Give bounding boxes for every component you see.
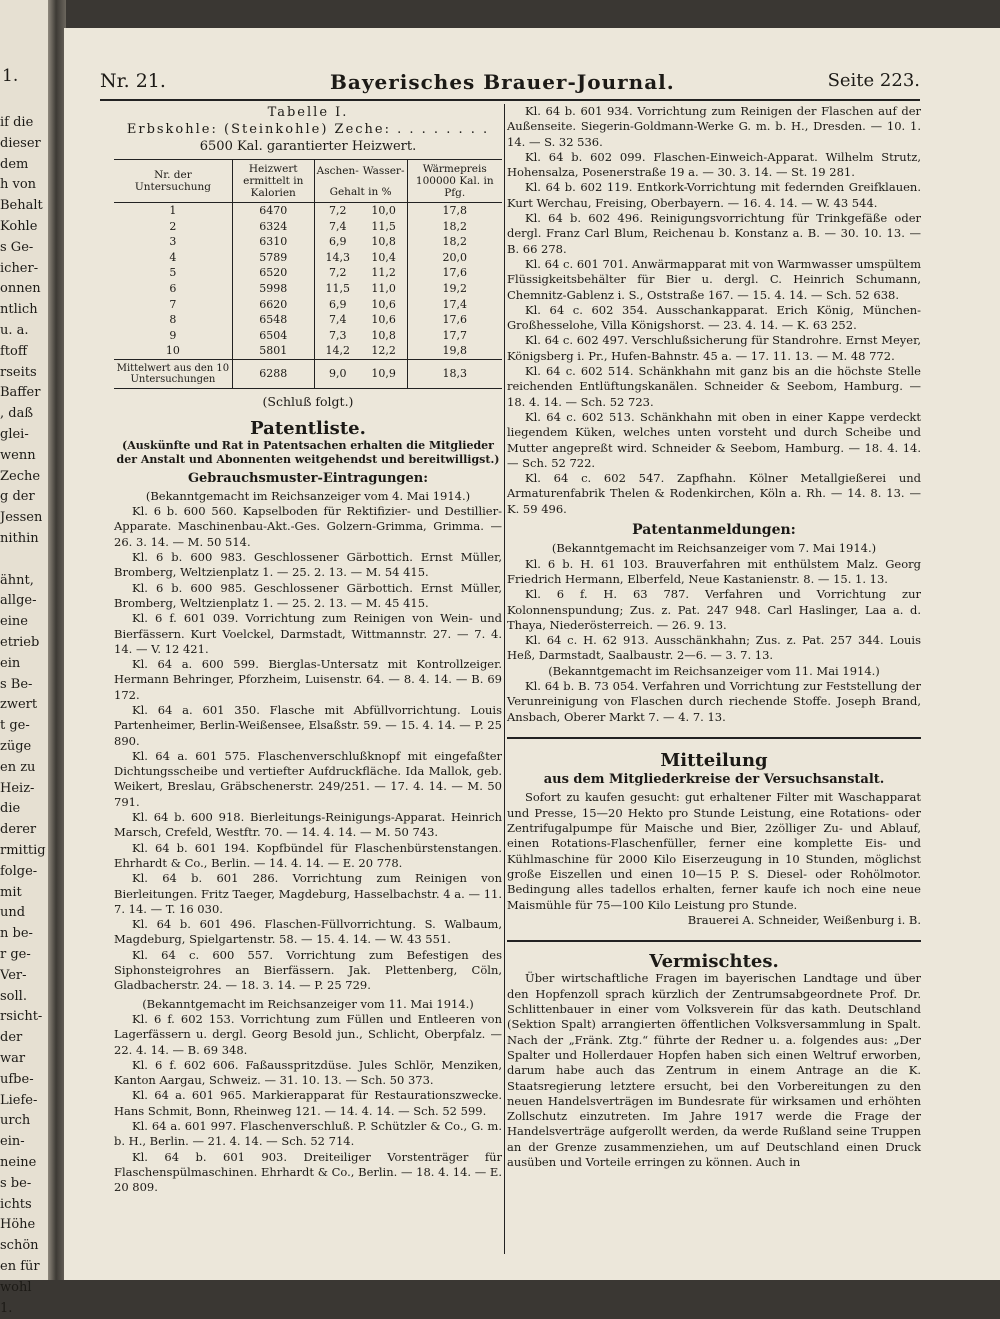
table-cell: 14,2: [314, 343, 361, 359]
left-page-number: 1.: [2, 66, 19, 86]
left-page-fragment: und: [0, 905, 26, 921]
left-page-fragment: ntlich: [0, 302, 38, 318]
patent-entry: Kl. 64 c. 602 354. Ausschankapparat. Erich König, München-Großhesselohe, Villa Königshorst. — 23. 4. 14. — K. 63 252.: [507, 302, 921, 333]
left-page-fragment: dieser: [0, 135, 41, 151]
left-page-fragment: nithin: [0, 531, 39, 546]
col-header-heizwert: Heizwert ermittelt in Kalorien: [232, 160, 314, 203]
issue-number: Nr. 21.: [100, 70, 166, 92]
left-page-fragment: zwert: [0, 697, 38, 713]
table-cell: 4: [169, 250, 177, 264]
left-page-fragment: Ver-: [0, 967, 27, 983]
table-row: [114, 297, 502, 313]
left-page-fragment: en zu: [0, 759, 36, 775]
col-header-waermepreis: Wärmepreis 100000 Kal. in Pfg.: [407, 160, 502, 203]
patent-entry: Kl. 64 a. 600 599. Bierglas-Untersatz mit Kontrollzeiger. Hermann Behringer, Pforzheim, Luisenstr. 64. — 8. 4. 14. — B. 69 172.: [114, 657, 502, 702]
left-page-fragment: allge-: [0, 593, 37, 609]
patent-entry: Kl. 6 f. 602 153. Vorrichtung zum Füllen und Entleeren von Lagerfässern u. dergl. Georg Besold jun., Schlicht, Oberpfalz. — 22. 4. 14. — B. 69 348.: [114, 1011, 502, 1057]
patent-entry: Kl. 64 c. 602 547. Zapfhahn. Kölner Metallgießerei und Armaturenfabrik Thelen & Rodenkirchen, Köln a. Rh. — 14. 8. 13. — K. 59 496.: [507, 471, 921, 516]
left-page-fragment: ufbe-: [0, 1071, 34, 1087]
patent-entry: Kl. 64 c. 602 497. Verschlußsicherung für Standrohre. Ernst Meyer, Königsberg i. Pr., Hufen-Bahnstr. 45 a. — 17. 11. 13. — M. 48 772.: [507, 333, 921, 363]
table-cell: 19,8: [407, 343, 502, 359]
left-page-fragment: u. a.: [0, 323, 29, 338]
page-header: [100, 70, 920, 100]
table-cell: 3: [169, 235, 177, 249]
table-row: [114, 343, 502, 359]
journal-title: Bayerisches Brauer-Journal.: [330, 70, 675, 94]
gm-notice-1: (Bekanntgemacht im Reichsanzeiger vom 4. Mai 1914.): [145, 488, 471, 503]
table-row: [114, 328, 502, 344]
patentliste-subheading: (Auskünfte und Rat in Patentsachen erhalten die Mitglieder der Anstalt und Abonnenten weitgehendst und bereitwilligst.): [116, 438, 500, 466]
table-cell: 6324: [232, 219, 314, 235]
left-page-fragment: wohl: [0, 1279, 32, 1295]
vermischtes-text: Über wirtschaftliche Fragen im bayerischen Landtage und über den Hopfenzoll sprach kürzlich der Zentrumsabgeordnete Prof. Dr. Schlittenbauer in einer vom Volksverein für das kath. Deutschland (Sektion Spalt) arrangierten öffentlichen Volksversammlung in Spalt. Nach der „Fränk. Ztg.“ führte der Redner u. a. folgendes aus: „Der Spalter und Hollerdauer Hopfen haben sich einen Weltruf erworben, darum habe auch das Zentrum in einem Antrage an die K. Staatsregierung letztere ersucht, bei den Vorbereitungen zu den neuen Handelsverträgen im Bundesrate für wirksamen und erhöhten Zollschutz einzutreten. Im Jahre 1917 werde die Frage der Handelsverträge aufgerollt werden, da werde Rußland seine Truppen an der Grenze zusammenziehen, um auf Deutschland einen Druck ausüben und Vorteile erringen zu können. Auch in: [507, 971, 921, 1169]
patent-entry: Kl. 64 b. 600 918. Bierleitungs-Reinigungs-Apparat. Heinrich Marsch, Crefeld, Westftr. 70. — 14. 4. 14. — M. 50 743.: [114, 810, 502, 840]
left-page-fragment: s be-: [0, 1175, 32, 1191]
left-page-fragment: folge-: [0, 863, 38, 879]
table-cell: 1: [169, 204, 177, 217]
patent-entry: Kl. 64 c. 602 513. Schänkhahn mit oben in einer Kappe verdeckt liegendem Küken, welches unten vorsteht und durch Scheibe und Mutter angepreßt wird. Schneider & Seebom, Hamburg. — 18. 4. 14. — Sch. 52 722.: [507, 409, 921, 470]
left-page-fragment: Heiz-: [0, 780, 35, 796]
table-row: [114, 203, 502, 219]
table-cell: 19,2: [407, 281, 502, 297]
left-page-fragment: etrieb: [0, 635, 40, 650]
left-page-fragment: Liefe-: [0, 1092, 38, 1108]
table-cell: 9: [169, 328, 177, 342]
left-page-fragment: Jessen: [0, 510, 43, 526]
patent-entry: Kl. 6 b. 600 983. Geschlossener Gärbottich. Ernst Müller, Bromberg, Weltzienplatz 1. — 25. 2. 13. — M. 54 415.: [114, 550, 502, 580]
patent-entry: Kl. 64 a. 601 350. Flasche mit Abfüllvorrichtung. Louis Partenheimer, Berlin-Weißensee, Elsaßstr. 59. — 15. 4. 14. — P. 25 890.: [114, 702, 502, 748]
table-cell: 18,2: [407, 219, 502, 235]
mitteilung-signature: Brauerei A. Schneider, Weißenburg i. B.: [687, 912, 921, 927]
patent-entry: Kl. 6 b. H. 61 103. Brauverfahren mit enthülstem Malz. Georg Friedrich Hermann, Elberfeld, Neue Kastanienstr. 8. — 15. 1. 13.: [507, 556, 921, 586]
table-cell: 17,6: [407, 312, 502, 328]
col-header-gehalt: Gehalt in %: [314, 181, 407, 203]
table-cell: 6620: [232, 297, 314, 313]
table-footer: (Schluß folgt.): [262, 393, 354, 409]
col-header-wasser: Wasser-: [361, 160, 407, 182]
left-page-fragment: züge: [0, 739, 32, 754]
left-page-edge: [0, 0, 52, 1316]
patent-entry: Kl. 64 c. 600 557. Vorrichtung zum Befestigen des Siphonsteigrohres an Bierfässern. Jak. Plettenberg, Cöln, Gladbacherstr. 24. — 18. 3. 14. — P. 25 729.: [114, 947, 502, 993]
table-cell: 5: [169, 266, 177, 280]
patent-entry: Kl. 64 b. B. 73 054. Verfahren und Vorrichtung zur Feststellung der Verunreinigung von Flaschen durch riechende Stoffe. Joseph Brand, Ansbach, Oberer Markt 7. — 4. 7. 13.: [507, 678, 921, 724]
patent-entry: Kl. 64 c. H. 62 913. Ausschänkhahn; Zus. z. Pat. 257 344. Louis Heß, Darmstadt, Saalbaustr. 2—6. — 3. 7. 13.: [507, 633, 921, 663]
table-cell: 10,8: [371, 235, 396, 249]
left-page-fragment: schön: [0, 1238, 39, 1254]
gm-entries-2: [114, 1012, 502, 1196]
table-cell: 6,9: [314, 297, 361, 313]
patent-entry: Kl. 6 b. 600 985. Geschlossener Gärbottich. Ernst Müller, Bromberg, Weltzienplatz 1. — 25. 2. 13. — M. 45 415.: [114, 580, 502, 610]
patent-entry: Kl. 64 b. 601 934. Vorrichtung zum Reinigen der Flaschen auf der Außenseite. Siegerin-Goldmann-Werke G. m. b. H., Dresden. — 10. 1. 14. — S. 32 536.: [507, 104, 921, 149]
patent-entry: Kl. 6 f. 602 606. Faßausspritzdüse. Jules Schlör, Menziken, Kanton Aargau, Schweiz. — 31. 10. 13. — Sch. 50 373.: [114, 1057, 502, 1088]
table-cell: 11,5: [314, 281, 361, 297]
left-page-fragment: soll.: [0, 988, 27, 1004]
left-page-fragment: dem: [0, 156, 29, 172]
pa-entries-2: [507, 679, 921, 725]
section-rule-2: [507, 940, 921, 942]
table-cell: 8: [169, 313, 177, 327]
table-cell: 18,2: [407, 234, 502, 250]
table-cell: 17,8: [407, 203, 502, 219]
average-cell: 18,3: [407, 359, 502, 388]
table-cell: 5789: [232, 250, 314, 266]
table-cell: 11,2: [371, 266, 396, 280]
left-page-fragment: Kohle: [0, 219, 38, 234]
patent-entry: Kl. 6 f. 601 039. Vorrichtung zum Reinigen von Wein- und Bierfässern. Kurt Voelckel, Darmstadt, Wittmannstr. 27. — 7. 4. 14. — V. 12 421.: [114, 611, 502, 656]
table-cell: 6504: [232, 328, 314, 344]
table-cell: 10,6: [371, 313, 396, 327]
left-page-fragment: urch: [0, 1113, 31, 1129]
left-page-fragment: die: [0, 801, 21, 817]
average-cell: 10,9: [361, 359, 407, 388]
left-page-fragment: rsicht-: [0, 1009, 43, 1025]
column-divider: [504, 104, 505, 1254]
patentanmeldungen-heading: Patentanmeldungen:: [632, 522, 796, 539]
left-page-fragment: r ge-: [0, 947, 31, 962]
patent-entry: Kl. 64 a. 601 965. Markierapparat für Restaurationszwecke. Hans Schmit, Bonn, Rheinweg 121. — 14. 4. 14. — Sch. 52 599.: [114, 1088, 502, 1118]
gm-entries-1: [114, 504, 502, 994]
table-cell: 6,9: [314, 234, 361, 250]
left-page-fragment: if die: [0, 115, 34, 130]
patent-entry: Kl. 64 b. 602 119. Entkork-Vorrichtung mit federnden Greifklauen. Kurt Werchau, Freising, Oberbayern. — 16. 4. 14. — W. 43 544.: [507, 180, 921, 210]
left-page-fragment: rseits: [0, 364, 37, 380]
average-cell: 9,0: [314, 359, 361, 388]
left-page-fragment: ein-: [0, 1134, 25, 1150]
patent-entry: Kl. 64 a. 601 997. Flaschenverschluß. P. Schützler & Co., G. m. b. H., Berlin. — 21. 4. 14. — Sch. 52 714.: [114, 1119, 502, 1149]
table-cell: 6520: [232, 265, 314, 281]
table-cell: 10,0: [371, 204, 396, 217]
patent-entry: Kl. 64 a. 601 575. Flaschenverschlußknopf mit eingefaßter Dichtungsscheibe und vertiefter Aufdruckfläche. Ida Mallok, geb. Weikert, Breslau, Gräbschenerstr. 249/251. — 17. 4. 14. — M. 50 791.: [114, 748, 502, 809]
table-cell: 7,3: [314, 328, 361, 344]
pa-notice-1: (Bekanntgemacht im Reichsanzeiger vom 7. Mai 1914.): [551, 541, 877, 556]
table-cell: 10,6: [371, 297, 396, 311]
vermischtes-heading: Vermischtes.: [649, 951, 779, 973]
left-page-fragment: n be-: [0, 926, 33, 942]
table-cell: 7,2: [314, 203, 361, 219]
left-page-fragment: neine: [0, 1155, 37, 1170]
table-cell: 6: [169, 281, 177, 295]
table-row: [114, 265, 502, 281]
patent-entry: Kl. 64 c. 601 701. Anwärmapparat mit von Warmwasser umspültem Flüssigkeitsbehälter für Bier u. dergl. C. Heinrich Schumann, Chemnitz-Gablenz i. S., Oststraße 167. — 15. 4. 14. — Sch. 52 638.: [507, 256, 921, 302]
table-cell: 7: [169, 297, 177, 311]
left-page-fragment: mit: [0, 884, 22, 900]
left-page-fragment: en für: [0, 1259, 40, 1274]
table-cell: 10: [165, 344, 180, 358]
table-cell: 17,4: [407, 297, 502, 313]
patent-entry: Kl. 64 b. 601 496. Flaschen-Füllvorrichtung. S. Walbaum, Magdeburg, Spielgartenstr. 58. — 15. 4. 14. — W. 43 551.: [114, 917, 502, 947]
left-page-fragment: ichts: [0, 1196, 32, 1212]
left-page-fragment: eine: [0, 614, 28, 630]
mitteilung-text: Sofort zu kaufen gesucht: gut erhaltener Filter mit Waschapparat und Presse, 15—20 Hekto pro Stunde Leistung, eine Rotations- oder Zentrifugalpumpe für Maische und Bier, 2zölliger Zu- und Ablauf, einen Rotations-Flaschenfüller, ferner eine komplette Eis- und Kühlmaschine für 2000 Kilo Eiserzeugung in 10 Stunden, möglichst große Eiszellen und einen 10—15 P. S. Diesel- oder Rohölmotor. Bedingung alles tadellos erhalten, ferner kaufe ich noch eine neue Maismühle für 75—100 Kilo Leistung pro Stunde.: [507, 790, 921, 912]
left-page-fragment: icher-: [0, 260, 39, 276]
coal-table: [114, 159, 502, 389]
table-cell: 6548: [232, 312, 314, 328]
section-rule: [507, 737, 921, 739]
left-page-fragment: war: [0, 1051, 26, 1066]
patent-entry: Kl. 64 b. 601 286. Vorrichtung zum Reinigen von Bierleitungen. Fritz Taeger, Magdeburg, Hasselbachstr. 4 a. — 11. 7. 14. — T. 16 030.: [114, 871, 502, 916]
left-page-fragment: 1.: [0, 1300, 13, 1316]
left-page-fragment: ftoff: [0, 343, 28, 359]
table-row: [114, 219, 502, 235]
table-cell: 17,6: [407, 265, 502, 281]
table-cell: 6310: [232, 234, 314, 250]
gebrauchsmuster-heading: Gebrauchsmuster-Eintragungen:: [187, 470, 429, 486]
left-page-fragment: ähnt,: [0, 572, 34, 588]
left-page-fragment: rmittig: [0, 843, 46, 858]
left-page-fragment: der: [0, 1030, 23, 1046]
table-guarantee: 6500 Kal. garantierter Heizwert.: [199, 139, 417, 154]
left-page-fragment: h von: [0, 177, 37, 193]
table-cell: 11,0: [371, 281, 396, 295]
left-page-fragment: Behalt: [0, 198, 43, 214]
mitteilung-subheading: aus dem Mitgliederkreise der Versuchsanstalt.: [543, 772, 885, 788]
col-header-nr: Nr. der Untersuchung: [114, 160, 232, 203]
table-cell: 20,0: [407, 250, 502, 266]
left-page-fragment: derer: [0, 822, 37, 838]
table-cell: 11,5: [371, 219, 396, 233]
table-average-row: [114, 359, 502, 388]
table-cell: 10,8: [371, 328, 396, 342]
gm-entries-continued: [507, 104, 921, 517]
average-cell: 6288: [232, 359, 314, 388]
patentliste-heading: Patentliste.: [250, 418, 366, 440]
table-row: [114, 312, 502, 328]
header-rule: [100, 99, 920, 101]
right-column: [507, 104, 921, 1170]
patent-entry: Kl. 64 b. 601 194. Kopfbündel für Flaschenbürstenstangen. Ehrhardt & Co., Berlin. — 14. 4. 14. — E. 20 778.: [114, 840, 502, 870]
table-row: [114, 250, 502, 266]
left-column: [114, 104, 502, 1195]
table-cell: 5998: [232, 281, 314, 297]
table-cell: 10,4: [371, 250, 396, 264]
left-page-fragment: ein: [0, 655, 21, 671]
table-cell: 7,4: [314, 312, 361, 328]
average-label: Mittelwert aus den 10 Untersuchungen: [114, 359, 232, 388]
table-cell: 7,4: [314, 219, 361, 235]
left-page-fragment: glei-: [0, 427, 29, 442]
left-page-fragment: Höhe: [0, 1217, 36, 1233]
left-page-fragment: wenn: [0, 447, 36, 463]
mitteilung-heading: Mitteilung: [660, 749, 768, 771]
patent-entry: Kl. 64 b. 601 903. Dreiteiliger Vorstenträger für Flaschenspülmaschinen. Ehrhardt & Co., Berlin. — 18. 4. 14. — E. 20 809.: [114, 1149, 502, 1195]
table-cell: 7,2: [314, 265, 361, 281]
page-number: Seite 223.: [827, 70, 920, 91]
pa-notice-2: (Bekanntgemacht im Reichsanzeiger vom 11. Mai 1914.): [548, 663, 880, 678]
table-subtitle: Erbskohle: (Steinkohle) Zeche: . . . . . . . .: [126, 122, 490, 137]
col-header-aschen: Aschen-: [314, 160, 361, 182]
table-title: Tabelle I.: [267, 105, 349, 120]
patent-entry: Kl. 64 c. 602 514. Schänkhahn mit ganz bis an die höchste Stelle reichenden Entlüftungskanälen. Schneider & Seebom, Hamburg. — 18. 4. 14. — Sch. 52 723.: [507, 364, 921, 409]
patent-entry: Kl. 6 b. 600 560. Kapselboden für Rektifizier- und Destillier-Apparate. Maschinenbau-Akt.-Ges. Golzern-Grimma, Grimma. — 26. 3. 14. — M. 50 514.: [114, 504, 502, 549]
left-page-fragment: t ge-: [0, 718, 30, 734]
left-page-fragment: g der: [0, 489, 35, 505]
table-cell: 5801: [232, 343, 314, 359]
table-cell: 17,7: [407, 328, 502, 344]
table-cell: 14,3: [314, 250, 361, 266]
gm-notice-2: (Bekanntgemacht im Reichsanzeiger vom 11. Mai 1914.): [142, 996, 474, 1011]
table-cell: 12,2: [371, 344, 396, 358]
patent-entry: Kl. 6 f. H. 63 787. Verfahren und Vorrichtung zur Kolonnenspundung; Zus. z. Pat. 247 948. Carl Haslinger, Laa a. d. Thaya, Niederösterreich. — 26. 9. 13.: [507, 587, 921, 632]
patent-entry: Kl. 64 b. 602 496. Reinigungsvorrichtung für Trinkgefäße oder dergl. Franz Carl Blum, Reichenau b. Konstanz a. B. — 30. 10. 13. — B. 66 278.: [507, 211, 921, 256]
table-cell: 6470: [232, 203, 314, 219]
pa-entries-1: [507, 557, 921, 664]
table-cell: 2: [169, 219, 177, 233]
left-page-fragment: , daß: [0, 406, 34, 422]
left-page-fragment: s Be-: [0, 676, 33, 692]
left-page-fragment: Baffer: [0, 385, 41, 401]
table-row: [114, 281, 502, 297]
left-page-fragment: s Ge-: [0, 239, 34, 255]
left-page-fragment: onnen: [0, 281, 41, 297]
patent-entry: Kl. 64 b. 602 099. Flaschen-Einweich-Apparat. Wilhelm Strutz, Hohensalza, Posenerstraße 19 a. — 30. 3. 14. — St. 19 281.: [507, 149, 921, 180]
table-row: [114, 234, 502, 250]
left-page-fragment: Zeche: [0, 468, 41, 484]
table-header-row: [114, 160, 502, 182]
